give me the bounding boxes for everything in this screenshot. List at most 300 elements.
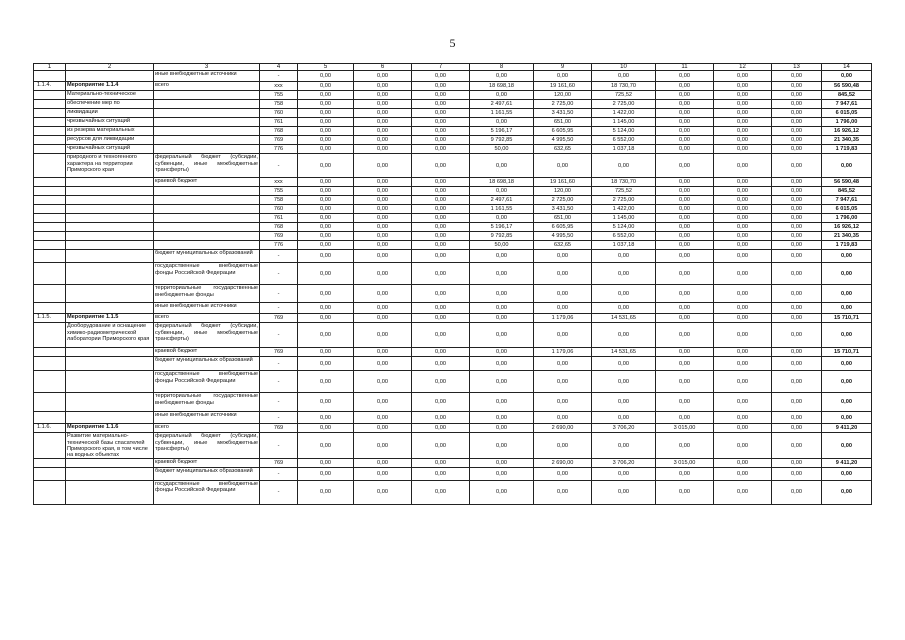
year-2028-cell: 0,00: [772, 136, 822, 145]
column-number-row: [34, 64, 872, 71]
total-cell: 0,00: [822, 323, 872, 348]
year-2021-cell: 0,00: [354, 263, 412, 285]
year-2021-cell: 0,00: [354, 433, 412, 458]
funding-source-cell: территориальные государственные внебюджетные фонды: [154, 393, 260, 412]
column-header: 1: [34, 64, 66, 71]
year-2023-cell: 18 698,18: [470, 178, 534, 187]
funding-source-cell: [154, 145, 260, 154]
year-2022-cell: 0,00: [412, 412, 470, 424]
budget-code-cell: 769: [260, 232, 298, 241]
funding-source-cell: государственные внебюджетные фонды Российской Федерации: [154, 480, 260, 504]
year-2021-cell: 0,00: [354, 223, 412, 232]
year-2026-cell: 0,00: [656, 232, 714, 241]
year-2024-cell: 1 179,06: [534, 314, 592, 323]
funding-source-cell: [154, 223, 260, 232]
table-row: [34, 323, 872, 348]
event-name-cell: [66, 393, 154, 412]
year-2020-cell: 0,00: [298, 214, 354, 223]
year-2021-cell: 0,00: [354, 241, 412, 250]
row-id-cell: [34, 214, 66, 223]
table-row: [34, 241, 872, 250]
year-2023-cell: 9 792,85: [470, 136, 534, 145]
budget-code-cell: -: [260, 303, 298, 314]
year-2028-cell: 0,00: [772, 348, 822, 357]
total-cell: 1 719,83: [822, 145, 872, 154]
row-id-cell: [34, 241, 66, 250]
total-cell: 0,00: [822, 412, 872, 424]
event-name-cell: Мероприятие 1.1.4: [66, 82, 154, 91]
year-2023-cell: 0,00: [470, 263, 534, 285]
year-2025-cell: 14 531,65: [592, 314, 656, 323]
year-2023-cell: 0,00: [470, 250, 534, 263]
year-2027-cell: 0,00: [714, 393, 772, 412]
budget-code-cell: 769: [260, 458, 298, 467]
budget-code-cell: 769: [260, 348, 298, 357]
year-2025-cell: 18 730,70: [592, 82, 656, 91]
total-cell: 6 015,05: [822, 205, 872, 214]
year-2022-cell: 0,00: [412, 348, 470, 357]
year-2023-cell: 0,00: [470, 187, 534, 196]
year-2020-cell: 0,00: [298, 412, 354, 424]
year-2022-cell: 0,00: [412, 91, 470, 100]
year-2023-cell: 5 196,17: [470, 127, 534, 136]
year-2027-cell: 0,00: [714, 467, 772, 480]
year-2020-cell: 0,00: [298, 91, 354, 100]
table-row: [34, 314, 872, 323]
year-2027-cell: 0,00: [714, 145, 772, 154]
year-2028-cell: 0,00: [772, 263, 822, 285]
year-2027-cell: 0,00: [714, 348, 772, 357]
table-row: [34, 205, 872, 214]
year-2022-cell: 0,00: [412, 82, 470, 91]
year-2020-cell: 0,00: [298, 127, 354, 136]
total-cell: 0,00: [822, 250, 872, 263]
year-2025-cell: 1 422,00: [592, 205, 656, 214]
event-name-cell: ресурсов для ликвидации: [66, 136, 154, 145]
year-2027-cell: 0,00: [714, 285, 772, 303]
year-2022-cell: 0,00: [412, 467, 470, 480]
total-cell: 0,00: [822, 480, 872, 504]
row-id-cell: 1.1.4.: [34, 82, 66, 91]
budget-code-cell: -: [260, 71, 298, 82]
year-2020-cell: 0,00: [298, 371, 354, 393]
year-2023-cell: 0,00: [470, 285, 534, 303]
event-name-cell: природного и техногенного характера на территории Приморского края: [66, 154, 154, 178]
year-2021-cell: 0,00: [354, 314, 412, 323]
column-header: 10: [592, 64, 656, 71]
row-id-cell: [34, 187, 66, 196]
year-2028-cell: 0,00: [772, 323, 822, 348]
year-2025-cell: 18 730,70: [592, 178, 656, 187]
year-2026-cell: 0,00: [656, 467, 714, 480]
year-2024-cell: 0,00: [534, 154, 592, 178]
event-name-cell: [66, 205, 154, 214]
year-2024-cell: 19 161,60: [534, 178, 592, 187]
year-2026-cell: 0,00: [656, 196, 714, 205]
year-2023-cell: 0,00: [470, 154, 534, 178]
row-id-cell: [34, 205, 66, 214]
year-2025-cell: 0,00: [592, 412, 656, 424]
year-2028-cell: 0,00: [772, 100, 822, 109]
year-2025-cell: 1 037,18: [592, 145, 656, 154]
total-cell: 56 590,48: [822, 178, 872, 187]
year-2026-cell: 0,00: [656, 178, 714, 187]
year-2024-cell: 0,00: [534, 412, 592, 424]
funding-source-cell: всего: [154, 424, 260, 433]
year-2024-cell: 632,65: [534, 241, 592, 250]
total-cell: 15 710,71: [822, 348, 872, 357]
year-2022-cell: 0,00: [412, 196, 470, 205]
table-row: [34, 127, 872, 136]
event-name-cell: [66, 263, 154, 285]
year-2024-cell: 2 690,00: [534, 458, 592, 467]
year-2028-cell: 0,00: [772, 205, 822, 214]
total-cell: 0,00: [822, 357, 872, 371]
year-2028-cell: 0,00: [772, 71, 822, 82]
year-2028-cell: 0,00: [772, 91, 822, 100]
budget-code-cell: 758: [260, 100, 298, 109]
table-row: [34, 71, 872, 82]
year-2025-cell: 3 706,20: [592, 424, 656, 433]
column-header: 12: [714, 64, 772, 71]
year-2023-cell: 0,00: [470, 348, 534, 357]
row-id-cell: [34, 118, 66, 127]
year-2021-cell: 0,00: [354, 187, 412, 196]
year-2020-cell: 0,00: [298, 433, 354, 458]
total-cell: 16 926,12: [822, 127, 872, 136]
year-2028-cell: 0,00: [772, 145, 822, 154]
row-id-cell: [34, 127, 66, 136]
total-cell: 845,52: [822, 91, 872, 100]
row-id-cell: [34, 263, 66, 285]
total-cell: 1 796,00: [822, 214, 872, 223]
table-row: [34, 232, 872, 241]
year-2024-cell: 6 605,95: [534, 127, 592, 136]
year-2024-cell: 0,00: [534, 371, 592, 393]
year-2024-cell: 19 161,60: [534, 82, 592, 91]
year-2025-cell: 0,00: [592, 323, 656, 348]
funding-source-cell: бюджет муниципальных образований: [154, 250, 260, 263]
total-cell: 7 947,61: [822, 100, 872, 109]
row-id-cell: [34, 91, 66, 100]
row-id-cell: [34, 145, 66, 154]
budget-table-body: [34, 71, 872, 504]
budget-code-cell: -: [260, 323, 298, 348]
year-2020-cell: 0,00: [298, 241, 354, 250]
budget-code-cell: -: [260, 357, 298, 371]
year-2023-cell: 18 698,18: [470, 82, 534, 91]
budget-code-cell: 761: [260, 118, 298, 127]
column-header: 5: [298, 64, 354, 71]
year-2021-cell: 0,00: [354, 109, 412, 118]
year-2025-cell: 1 145,00: [592, 118, 656, 127]
year-2021-cell: 0,00: [354, 393, 412, 412]
year-2027-cell: 0,00: [714, 323, 772, 348]
year-2023-cell: 50,00: [470, 241, 534, 250]
year-2024-cell: 3 431,50: [534, 109, 592, 118]
funding-source-cell: [154, 91, 260, 100]
year-2026-cell: 0,00: [656, 371, 714, 393]
budget-code-cell: 769: [260, 424, 298, 433]
year-2023-cell: 50,00: [470, 145, 534, 154]
year-2025-cell: 0,00: [592, 467, 656, 480]
year-2024-cell: 0,00: [534, 323, 592, 348]
year-2021-cell: 0,00: [354, 145, 412, 154]
table-row: [34, 285, 872, 303]
event-name-cell: [66, 348, 154, 357]
year-2020-cell: 0,00: [298, 285, 354, 303]
total-cell: 0,00: [822, 285, 872, 303]
funding-source-cell: [154, 187, 260, 196]
year-2027-cell: 0,00: [714, 91, 772, 100]
year-2023-cell: 0,00: [470, 314, 534, 323]
year-2027-cell: 0,00: [714, 71, 772, 82]
event-name-cell: Мероприятие 1.1.5: [66, 314, 154, 323]
year-2028-cell: 0,00: [772, 250, 822, 263]
year-2021-cell: 0,00: [354, 205, 412, 214]
funding-source-cell: государственные внебюджетные фонды Российской Федерации: [154, 371, 260, 393]
year-2023-cell: 0,00: [470, 480, 534, 504]
budget-code-cell: 769: [260, 314, 298, 323]
total-cell: 0,00: [822, 467, 872, 480]
year-2027-cell: 0,00: [714, 205, 772, 214]
year-2027-cell: 0,00: [714, 100, 772, 109]
year-2028-cell: 0,00: [772, 424, 822, 433]
year-2025-cell: 2 725,00: [592, 100, 656, 109]
budget-code-cell: 761: [260, 214, 298, 223]
budget-code-cell: -: [260, 393, 298, 412]
year-2027-cell: 0,00: [714, 118, 772, 127]
table-row: [34, 424, 872, 433]
year-2025-cell: 725,52: [592, 187, 656, 196]
event-name-cell: [66, 241, 154, 250]
year-2022-cell: 0,00: [412, 424, 470, 433]
year-2021-cell: 0,00: [354, 458, 412, 467]
year-2021-cell: 0,00: [354, 154, 412, 178]
row-id-cell: [34, 371, 66, 393]
year-2024-cell: 0,00: [534, 393, 592, 412]
year-2022-cell: 0,00: [412, 458, 470, 467]
budget-code-cell: 776: [260, 145, 298, 154]
total-cell: 6 015,05: [822, 109, 872, 118]
year-2020-cell: 0,00: [298, 458, 354, 467]
year-2026-cell: 3 015,00: [656, 458, 714, 467]
table-row: [34, 178, 872, 187]
event-name-cell: Дооборудование и оснащение химико-радиометрической лаборатории Приморского края: [66, 323, 154, 348]
year-2026-cell: 0,00: [656, 223, 714, 232]
year-2021-cell: 0,00: [354, 232, 412, 241]
total-cell: 21 340,35: [822, 136, 872, 145]
year-2023-cell: 5 196,17: [470, 223, 534, 232]
row-id-cell: 1.1.6.: [34, 424, 66, 433]
row-id-cell: [34, 285, 66, 303]
year-2025-cell: 0,00: [592, 250, 656, 263]
event-name-cell: [66, 467, 154, 480]
event-name-cell: [66, 371, 154, 393]
funding-source-cell: иные внебюджетные источники: [154, 303, 260, 314]
year-2026-cell: 0,00: [656, 187, 714, 196]
table-row: [34, 348, 872, 357]
year-2025-cell: 1 422,00: [592, 109, 656, 118]
year-2027-cell: 0,00: [714, 371, 772, 393]
total-cell: 0,00: [822, 371, 872, 393]
table-row: [34, 393, 872, 412]
year-2021-cell: 0,00: [354, 178, 412, 187]
row-id-cell: [34, 136, 66, 145]
year-2022-cell: 0,00: [412, 232, 470, 241]
year-2026-cell: 0,00: [656, 109, 714, 118]
year-2020-cell: 0,00: [298, 467, 354, 480]
year-2027-cell: 0,00: [714, 196, 772, 205]
event-name-cell: чрезвычайных ситуаций: [66, 145, 154, 154]
year-2020-cell: 0,00: [298, 71, 354, 82]
event-name-cell: [66, 458, 154, 467]
event-name-cell: [66, 232, 154, 241]
year-2023-cell: 0,00: [470, 323, 534, 348]
total-cell: 1 796,00: [822, 118, 872, 127]
year-2024-cell: 2 725,00: [534, 100, 592, 109]
year-2023-cell: 0,00: [470, 357, 534, 371]
funding-source-cell: [154, 127, 260, 136]
year-2020-cell: 0,00: [298, 223, 354, 232]
year-2022-cell: 0,00: [412, 250, 470, 263]
year-2024-cell: 2 725,00: [534, 196, 592, 205]
page-number: 5: [449, 36, 456, 50]
event-name-cell: [66, 303, 154, 314]
year-2027-cell: 0,00: [714, 424, 772, 433]
year-2028-cell: 0,00: [772, 412, 822, 424]
table-row: [34, 145, 872, 154]
year-2027-cell: 0,00: [714, 232, 772, 241]
year-2028-cell: 0,00: [772, 393, 822, 412]
total-cell: 1 719,83: [822, 241, 872, 250]
event-name-cell: Мероприятие 1.1.6: [66, 424, 154, 433]
year-2024-cell: 651,00: [534, 118, 592, 127]
year-2022-cell: 0,00: [412, 371, 470, 393]
year-2020-cell: 0,00: [298, 323, 354, 348]
budget-code-cell: -: [260, 467, 298, 480]
year-2021-cell: 0,00: [354, 71, 412, 82]
budget-code-cell: -: [260, 154, 298, 178]
event-name-cell: [66, 412, 154, 424]
row-id-cell: [34, 250, 66, 263]
row-id-cell: [34, 348, 66, 357]
row-id-cell: 1.1.5.: [34, 314, 66, 323]
event-name-cell: [66, 187, 154, 196]
year-2022-cell: 0,00: [412, 187, 470, 196]
funding-source-cell: краевой бюджет: [154, 178, 260, 187]
year-2027-cell: 0,00: [714, 241, 772, 250]
year-2026-cell: 0,00: [656, 91, 714, 100]
year-2028-cell: 0,00: [772, 187, 822, 196]
row-id-cell: [34, 100, 66, 109]
event-name-cell: Развитие материально-технической базы спасателей Приморского края, в том числе на водных объектах: [66, 433, 154, 458]
funding-source-cell: государственные внебюджетные фонды Российской Федерации: [154, 263, 260, 285]
budget-code-cell: -: [260, 433, 298, 458]
year-2026-cell: 0,00: [656, 214, 714, 223]
year-2021-cell: 0,00: [354, 303, 412, 314]
year-2027-cell: 0,00: [714, 136, 772, 145]
total-cell: 0,00: [822, 433, 872, 458]
year-2025-cell: 0,00: [592, 285, 656, 303]
year-2027-cell: 0,00: [714, 458, 772, 467]
year-2020-cell: 0,00: [298, 145, 354, 154]
year-2024-cell: 4 995,50: [534, 136, 592, 145]
year-2025-cell: 1 145,00: [592, 214, 656, 223]
total-cell: 7 947,61: [822, 196, 872, 205]
year-2021-cell: 0,00: [354, 285, 412, 303]
year-2020-cell: 0,00: [298, 136, 354, 145]
year-2022-cell: 0,00: [412, 118, 470, 127]
year-2028-cell: 0,00: [772, 109, 822, 118]
year-2020-cell: 0,00: [298, 118, 354, 127]
year-2021-cell: 0,00: [354, 467, 412, 480]
year-2028-cell: 0,00: [772, 82, 822, 91]
year-2026-cell: 0,00: [656, 412, 714, 424]
year-2025-cell: 5 124,00: [592, 223, 656, 232]
funding-source-cell: [154, 232, 260, 241]
column-header: 3: [154, 64, 260, 71]
year-2020-cell: 0,00: [298, 196, 354, 205]
funding-source-cell: краевой бюджет: [154, 348, 260, 357]
year-2025-cell: 14 531,65: [592, 348, 656, 357]
year-2021-cell: 0,00: [354, 196, 412, 205]
year-2028-cell: 0,00: [772, 480, 822, 504]
year-2026-cell: 0,00: [656, 323, 714, 348]
total-cell: 845,52: [822, 187, 872, 196]
year-2022-cell: 0,00: [412, 241, 470, 250]
year-2026-cell: 0,00: [656, 145, 714, 154]
year-2021-cell: 0,00: [354, 136, 412, 145]
year-2028-cell: 0,00: [772, 314, 822, 323]
column-header: 14: [822, 64, 872, 71]
table-row: [34, 433, 872, 458]
budget-table: [33, 63, 872, 505]
year-2026-cell: 0,00: [656, 205, 714, 214]
year-2022-cell: 0,00: [412, 100, 470, 109]
event-name-cell: Материально-техническое: [66, 91, 154, 100]
funding-source-cell: [154, 118, 260, 127]
year-2025-cell: 0,00: [592, 303, 656, 314]
year-2024-cell: 632,65: [534, 145, 592, 154]
year-2022-cell: 0,00: [412, 303, 470, 314]
year-2023-cell: 0,00: [470, 467, 534, 480]
budget-code-cell: -: [260, 285, 298, 303]
year-2024-cell: 0,00: [534, 357, 592, 371]
year-2025-cell: 6 552,00: [592, 136, 656, 145]
budget-code-cell: 758: [260, 196, 298, 205]
funding-source-cell: федеральный бюджет (субсидии, субвенции, иные межбюджетные трансферты): [154, 433, 260, 458]
event-name-cell: [66, 196, 154, 205]
year-2026-cell: 0,00: [656, 263, 714, 285]
table-row: [34, 100, 872, 109]
year-2025-cell: 0,00: [592, 357, 656, 371]
event-name-cell: [66, 71, 154, 82]
year-2024-cell: 0,00: [534, 303, 592, 314]
budget-code-cell: 768: [260, 127, 298, 136]
table-row: [34, 109, 872, 118]
year-2022-cell: 0,00: [412, 393, 470, 412]
row-id-cell: [34, 223, 66, 232]
year-2026-cell: 0,00: [656, 127, 714, 136]
year-2026-cell: 0,00: [656, 154, 714, 178]
year-2020-cell: 0,00: [298, 393, 354, 412]
event-name-cell: из резерва материальных: [66, 127, 154, 136]
year-2027-cell: 0,00: [714, 314, 772, 323]
year-2026-cell: 0,00: [656, 433, 714, 458]
year-2026-cell: 0,00: [656, 480, 714, 504]
year-2028-cell: 0,00: [772, 178, 822, 187]
